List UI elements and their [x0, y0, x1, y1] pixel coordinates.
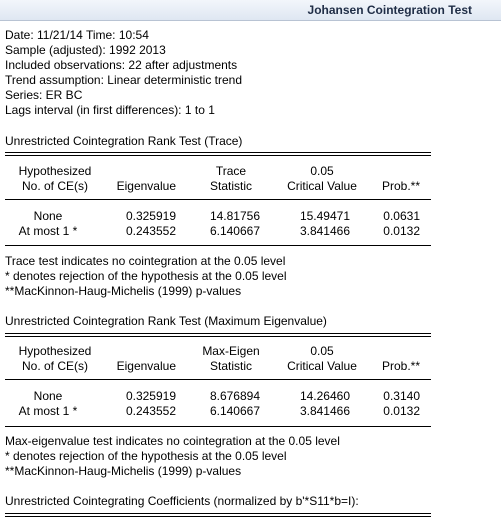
header-observations: Included observations: 22 after adjustments [5, 58, 238, 72]
maxeig-header-stat-1: Max-Eigen [202, 344, 260, 358]
maxeig-header-prob: Prob.** [381, 359, 420, 373]
maxeig-header-crit-1: 0.05 [310, 344, 334, 358]
header-sample: Sample (adjusted): 1992 2013 [5, 43, 166, 57]
trace-row-1-hyp: None [33, 209, 63, 223]
maxeig-header-hypothesized: Hypothesized [18, 344, 92, 358]
header-lags: Lags interval (in first differences): 1 to 1 [5, 103, 215, 117]
trace-table-bottom-rule [5, 245, 431, 246]
header-series: Series: ER BC [5, 88, 83, 102]
maxeig-section-title: Unrestricted Cointegration Rank Test (Maximum Eigenvalue) [5, 314, 327, 328]
trace-header-stat-1: Trace [215, 164, 247, 178]
maxeig-row-1-prob: 0.3140 [383, 389, 420, 403]
trace-row-1-prob: 0.0631 [383, 209, 420, 223]
trace-header-no-ce: No. of CE(s) [21, 179, 88, 193]
trace-row-1-crit: 15.49471 [299, 209, 350, 223]
trace-note-3: **MacKinnon-Haug-Michelis (1999) p-values [5, 284, 242, 298]
maxeig-row-2-prob: 0.0132 [383, 404, 420, 418]
trace-note-2: * denotes rejection of the hypothesis at the 0.05 level [5, 269, 287, 283]
maxeig-table-bottom-rule [5, 426, 431, 427]
trace-row-2-eig: 0.243552 [125, 224, 176, 238]
maxeig-note-2: * denotes rejection of the hypothesis at the 0.05 level [5, 449, 287, 463]
trace-header-prob: Prob.** [381, 179, 420, 193]
maxeig-row-2-stat: 6.140667 [209, 404, 260, 418]
maxeig-row-2-crit: 3.841466 [299, 404, 350, 418]
coef-table-top-rule [5, 513, 431, 517]
maxeig-row-2-hyp: At most 1 * [18, 404, 78, 418]
header-trend: Trend assumption: Linear deterministic trend [5, 73, 242, 87]
maxeig-row-1-stat: 8.676894 [209, 389, 260, 403]
trace-header-eigenvalue: Eigenvalue [116, 179, 176, 193]
maxeig-row-1-hyp: None [33, 389, 63, 403]
trace-row-2-crit: 3.841466 [299, 224, 350, 238]
trace-row-2-prob: 0.0132 [383, 224, 420, 238]
trace-header-stat-2: Statistic [209, 179, 252, 193]
maxeig-row-1-eig: 0.325919 [125, 389, 176, 403]
trace-row-2-stat: 6.140667 [209, 224, 260, 238]
trace-header-crit-2: Critical Value [287, 179, 357, 193]
trace-header-crit-1: 0.05 [310, 164, 334, 178]
maxeig-row-2-eig: 0.243552 [125, 404, 176, 418]
maxeig-note-1: Max-eigenvalue test indicates no cointegration at the 0.05 level [5, 434, 340, 448]
trace-row-2-hyp: At most 1 * [18, 224, 78, 238]
maxeig-header-rule [5, 379, 431, 380]
window-title: Johansen Cointegration Test [307, 3, 472, 17]
trace-note-1: Trace test indicates no cointegration at the 0.05 level [5, 254, 286, 268]
trace-header-hypothesized: Hypothesized [18, 164, 92, 178]
maxeig-row-1-crit: 14.26460 [299, 389, 350, 403]
maxeig-header-stat-2: Statistic [209, 359, 252, 373]
coef-section-title: Unrestricted Cointegrating Coefficients (normalized by b'*S11*b=I): [5, 494, 359, 508]
trace-table-top-rule [5, 152, 431, 156]
maxeig-header-crit-2: Critical Value [287, 359, 357, 373]
maxeig-header-no-ce: No. of CE(s) [21, 359, 88, 373]
trace-row-1-eig: 0.325919 [125, 209, 176, 223]
trace-section-title: Unrestricted Cointegration Rank Test (Trace) [5, 134, 243, 148]
window-title-bar [0, 0, 501, 21]
maxeig-note-3: **MacKinnon-Haug-Michelis (1999) p-values [5, 464, 242, 478]
trace-row-1-stat: 14.81756 [209, 209, 260, 223]
maxeig-header-eigenvalue: Eigenvalue [116, 359, 176, 373]
maxeig-table-top-rule [5, 333, 431, 337]
trace-header-rule [5, 199, 431, 200]
header-date-time: Date: 11/21/14 Time: 10:54 [5, 28, 149, 42]
